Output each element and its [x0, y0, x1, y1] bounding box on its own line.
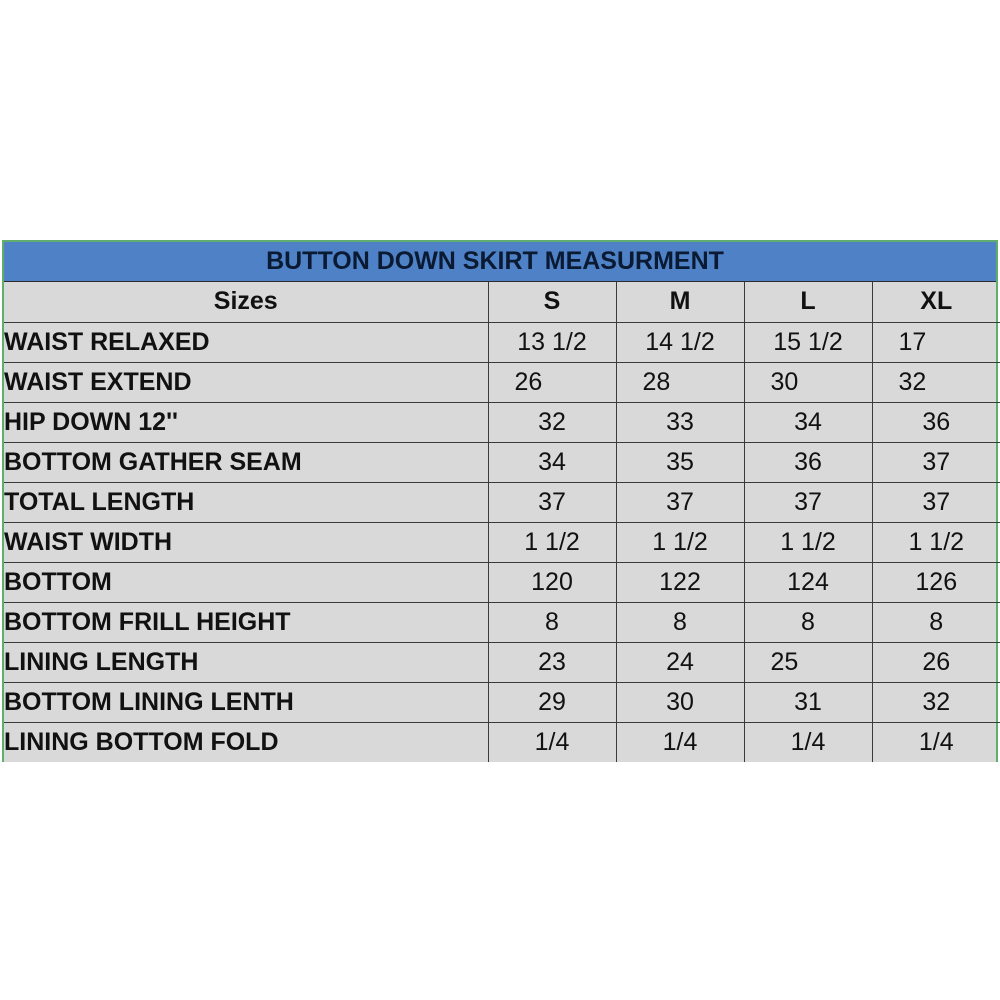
row-label: BOTTOM LINING LENTH — [4, 682, 488, 722]
cell-value: 36 — [872, 402, 1000, 442]
cell-value: 30 — [744, 362, 872, 402]
cell-value: 8 — [872, 602, 1000, 642]
cell-value: 31 — [744, 682, 872, 722]
header-size-s: S — [488, 282, 616, 322]
row-label: LINING BOTTOM FOLD — [4, 727, 279, 756]
cell-value: 24 — [616, 642, 744, 682]
row-label: WAIST WIDTH — [4, 522, 488, 562]
cell-value: 28 — [616, 362, 744, 402]
cell-value: 8 — [488, 602, 616, 642]
table-row — [4, 402, 1000, 442]
row-label: BOTTOM FRILL HEIGHT — [4, 602, 488, 642]
cell-value: 126 — [872, 562, 1000, 602]
table-row — [4, 722, 1000, 762]
cell-value: 32 — [488, 402, 616, 442]
header-size-l: L — [744, 282, 872, 322]
row-label: WAIST EXTEND — [4, 362, 488, 402]
cell-value: 1/4 — [872, 722, 1000, 762]
cell-value: 1 1/2 — [744, 522, 872, 562]
size-chart — [2, 240, 998, 762]
cell-value: 1/4 — [744, 722, 872, 762]
header-size-xl: XL — [872, 282, 1000, 322]
cell-value: 30 — [616, 682, 744, 722]
cell-value: 37 — [488, 482, 616, 522]
cell-value: 120 — [488, 562, 616, 602]
cell-value: 37 — [616, 482, 744, 522]
cell-value: 36 — [744, 442, 872, 482]
cell-value: 17 — [872, 322, 1000, 362]
table-row — [4, 522, 1000, 562]
cell-value: 8 — [744, 602, 872, 642]
title-bar — [4, 242, 996, 282]
cell-value: 122 — [616, 562, 744, 602]
cell-value: 26 — [488, 362, 616, 402]
table-row — [4, 562, 1000, 602]
cell-value: 8 — [616, 602, 744, 642]
table-row — [4, 442, 1000, 482]
cell-value: 15 1/2 — [744, 322, 872, 362]
table-row — [4, 482, 1000, 522]
measurement-table — [4, 282, 1000, 762]
header-row — [4, 282, 1000, 322]
table-row — [4, 602, 1000, 642]
cell-value: 32 — [872, 362, 1000, 402]
cell-value: 26 — [872, 642, 1000, 682]
row-label: TOTAL LENGTH — [4, 482, 488, 522]
table-row — [4, 682, 1000, 722]
cell-value: 34 — [744, 402, 872, 442]
cell-value: 1 1/2 — [488, 522, 616, 562]
cell-value: 37 — [872, 442, 1000, 482]
row-label: BOTTOM GATHER SEAM — [4, 442, 488, 482]
cell-value: 25 — [744, 642, 872, 682]
cell-value: 1/4 — [488, 722, 616, 762]
row-label: HIP DOWN 12'' — [4, 402, 488, 442]
cell-value: 35 — [616, 442, 744, 482]
cell-value: 32 — [872, 682, 1000, 722]
cell-value: 23 — [488, 642, 616, 682]
cell-value: 14 1/2 — [616, 322, 744, 362]
cell-value: 13 1/2 — [488, 322, 616, 362]
row-label: WAIST RELAXED — [4, 322, 488, 362]
cell-value: 1 1/2 — [616, 522, 744, 562]
header-size-m: M — [616, 282, 744, 322]
table-row — [4, 362, 1000, 402]
header-sizes: Sizes — [4, 282, 488, 322]
row-label: LINING LENGTH — [4, 642, 488, 682]
cell-value: 1/4 — [616, 722, 744, 762]
cell-value: 1 1/2 — [872, 522, 1000, 562]
table-row — [4, 642, 1000, 682]
cell-value: 37 — [872, 482, 1000, 522]
cell-value: 34 — [488, 442, 616, 482]
chart-title: BUTTON DOWN SKIRT MEASURMENT — [266, 247, 724, 275]
cell-value: 33 — [616, 402, 744, 442]
cell-value: 29 — [488, 682, 616, 722]
row-label: BOTTOM — [4, 562, 488, 602]
table-row — [4, 322, 1000, 362]
cell-value: 37 — [744, 482, 872, 522]
cell-value: 124 — [744, 562, 872, 602]
